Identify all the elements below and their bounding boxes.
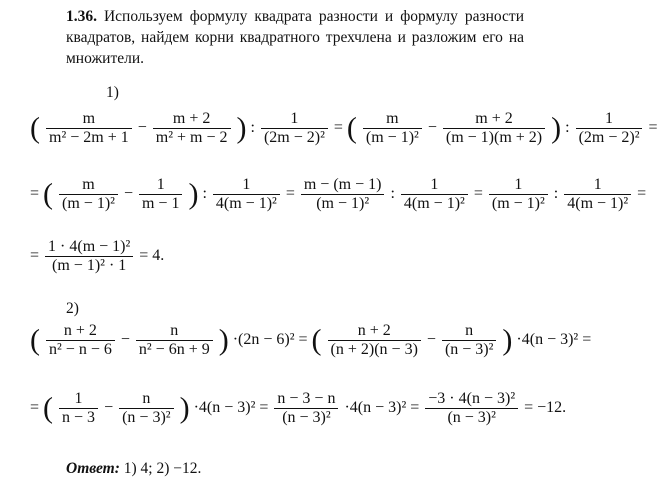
- fraction: $\frac{n}{\text{(n − 3)²}}$: [119, 390, 173, 427]
- fraction: $\frac{m + 2}{(m - 1)(m + 2)}$: [443, 110, 545, 147]
- answer-line: [66, 460, 201, 478]
- problem-statement: [66, 6, 524, 69]
- part1-result: = 4.: [139, 247, 165, 265]
- part2-result: = −12.: [524, 399, 567, 417]
- part1-label: 1): [106, 84, 119, 101]
- paren-close: ): [188, 177, 199, 211]
- fraction: $\frac{m}{\text{(m − 1)²}}$: [363, 110, 422, 147]
- fraction: $\frac{1}{\text{(2m − 2)²}}$: [576, 110, 643, 147]
- answer-text: 1) 4; 2) −12.: [123, 460, 202, 477]
- paren-open: (: [43, 391, 54, 425]
- part2-equation-line1: ( $\frac{n + 2}{\text{n² − n − 6}}$ − $\frac{n}{\text{n² − 6n + 9}}$ ) ·(2n − 6)² = ( $\frac{n + 2}{(n + 2)(n - 3)}$ − $\frac{n}{\text{(n − 3)²}}$ ) ·4(n − 3)² =: [30, 322, 592, 358]
- fraction: $\frac{1}{\text{(m − 1)²}}$: [489, 176, 548, 213]
- part1-equation-line3: = $\frac{\text{1 · 4(m − 1)²}}{\text{(m − 1)² · 1}}$ = 4.: [30, 238, 165, 274]
- fraction: $\frac{n + 2}{\text{n² − n − 6}}$: [46, 322, 115, 359]
- fraction: $\frac{m}{\text{(m − 1)²}}$: [59, 176, 118, 213]
- paren-close: ): [551, 111, 562, 145]
- fraction: $\frac{1}{\text{4(m − 1)²}}$: [401, 176, 468, 213]
- fraction: $\frac{n + 2}{(n + 2)(n - 3)}$: [328, 322, 421, 359]
- fraction: $\frac{1}{m - 1}$: [139, 176, 182, 213]
- fraction: $\frac{m + 2}{\text{m² + m − 2}}$: [153, 110, 231, 147]
- paren-open: (: [30, 111, 40, 145]
- paren-open: (: [43, 177, 54, 211]
- problem-text: Используем формулу квадрата разности и формулу разности квадратов, найдем корни квадратного трехчлена и разложим его на множители.: [66, 8, 524, 67]
- paren-close: ): [236, 111, 247, 145]
- fraction: $\frac{1}{n - 3}$: [59, 390, 98, 427]
- paren-close: ): [179, 391, 190, 425]
- paren-close: ): [218, 323, 229, 357]
- fraction: $\frac{\text{−3 · 4(n − 3)²}}{\text{(n − 3)²}}$: [425, 390, 518, 427]
- paren-open: (: [311, 323, 322, 357]
- fraction: $\frac{1}{\text{4(m − 1)²}}$: [564, 176, 631, 213]
- paren-close: ): [502, 323, 513, 357]
- part1-equation-line2: = ( $\frac{m}{\text{(m − 1)²}}$ − $\frac{1}{m - 1}$ ) : $\frac{1}{\text{4(m − 1)²}}$ = $\frac{m - (m - 1)}{\text{(m − 1)²}}$ : $\frac{1}{\text{4(m − 1)²}}$ = $\frac{1}{\text{(m − 1)²}}$ : $\frac{1}{\text{4(m − 1)²}}$ =: [30, 176, 647, 212]
- fraction: $\frac{n}{\text{n² − 6n + 9}}$: [136, 322, 213, 359]
- part2-equation-line2: = ( $\frac{1}{n - 3}$ − $\frac{n}{\text{(n − 3)²}}$ ) ·4(n − 3)² = $\frac{n - 3 - n}{\text{(n − 3)²}}$ ·4(n − 3)² = $\frac{\text{−3 · 4(n − 3)²}}{\text{(n − 3)²}}$ = −12.: [30, 390, 567, 426]
- paren-open: (: [30, 323, 40, 357]
- fraction: $\frac{1}{\text{(2m − 2)²}}$: [261, 110, 328, 147]
- problem-number: 1.36.: [66, 8, 97, 25]
- fraction: $\frac{n - 3 - n}{\text{(n − 3)²}}$: [274, 390, 338, 427]
- fraction: $\frac{1}{\text{4(m − 1)²}}$: [213, 176, 280, 213]
- part1-equation-line1: ( $\frac{m}{\text{m² − 2m + 1}}$ − $\frac{m + 2}{\text{m² + m − 2}}$ ) : $\frac{1}{\text{(2m − 2)²}}$ = ( $\frac{m}{\text{(m − 1)²}}$ − $\frac{m + 2}{(m - 1)(m + 2)}$ ) : $\frac{1}{\text{(2m − 2)²}}$ =: [30, 110, 658, 146]
- answer-label: Ответ:: [66, 460, 120, 477]
- fraction: $\frac{\text{1 · 4(m − 1)²}}{\text{(m − 1)² · 1}}$: [45, 238, 133, 275]
- part2-label: 2): [66, 300, 79, 317]
- fraction: $\frac{n}{\text{(n − 3)²}}$: [442, 322, 496, 359]
- fraction: $\frac{m}{\text{m² − 2m + 1}}$: [46, 110, 132, 147]
- fraction: $\frac{m - (m - 1)}{\text{(m − 1)²}}$: [301, 176, 385, 213]
- paren-open: (: [346, 111, 357, 145]
